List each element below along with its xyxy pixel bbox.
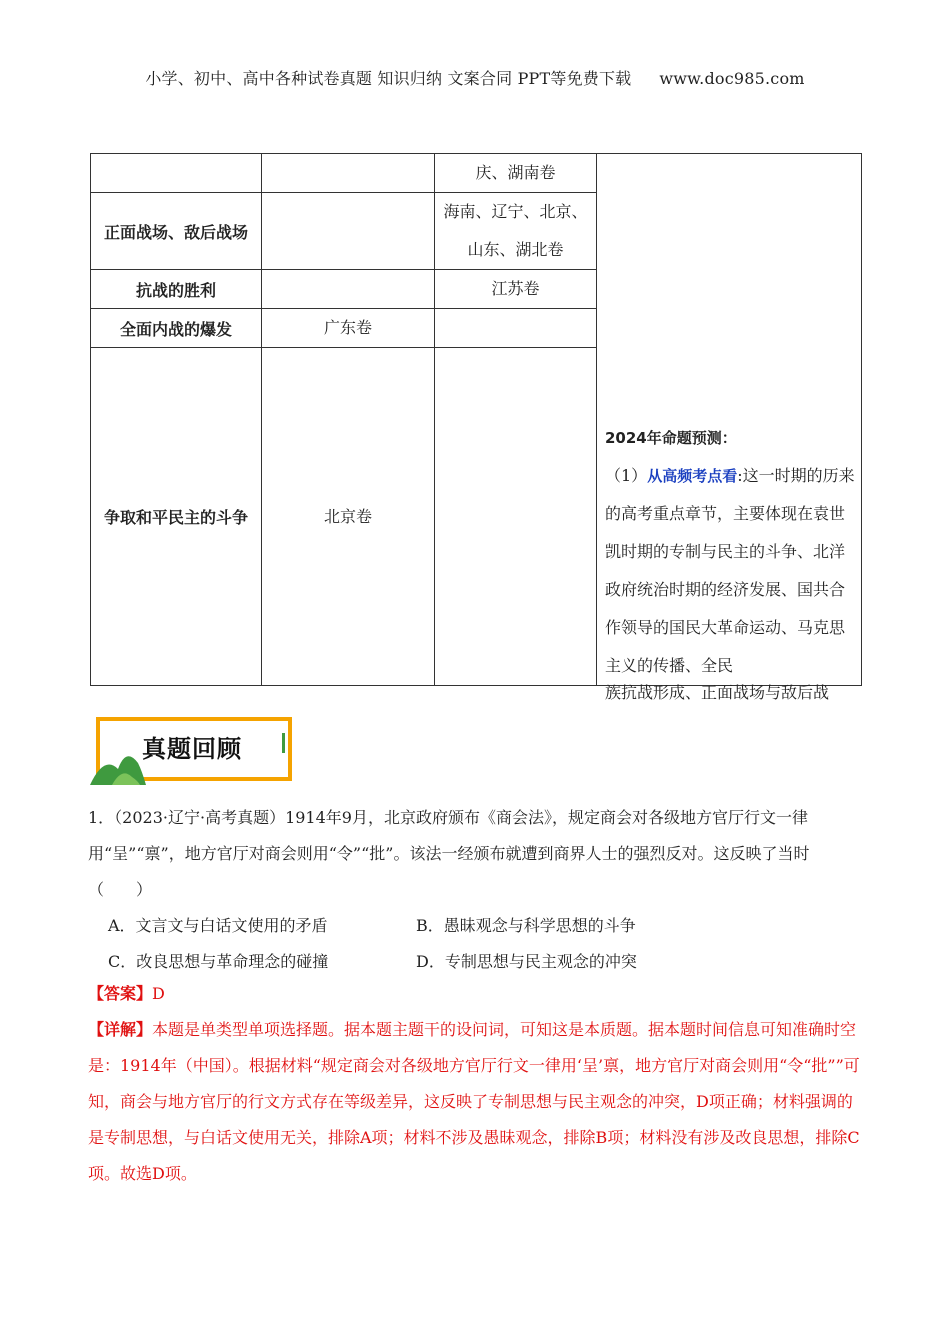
region-cell — [262, 154, 435, 193]
region-cell — [435, 348, 597, 686]
answer-block — [88, 976, 863, 1192]
section-badge — [90, 717, 296, 785]
prediction-overflow: 族抗战形成、正面战场与敌后战 — [605, 683, 830, 702]
region-cell — [262, 270, 435, 309]
prediction-cell — [597, 154, 862, 686]
header-url[interactable]: www.doc985.com — [659, 69, 805, 88]
question-stem: 1．（2023·辽宁·高考真题）1914年9月，北京政府颁布《商会法》，规定商会对各级地方官厅行文一律用“呈”“禀”，地方官厅对商会则用“令”“批”。该法一经颁布就遭到商界人士的强烈反对。这反映了当时（ ） — [88, 808, 810, 899]
option-c: C．改良思想与革命理念的碰撞 — [108, 952, 329, 971]
header-text: 小学、初中、高中各种试卷真题 知识归纳 文案合同 PPT等免费下载 — [145, 69, 632, 88]
prediction-highlight: 从高频考点看 — [647, 467, 738, 485]
prediction-text — [605, 457, 855, 685]
region-cell — [262, 193, 435, 270]
answer-label: 【答案】 — [88, 984, 153, 1003]
exam-topic-table — [90, 153, 862, 686]
topic-cell: 争取和平民主的斗争 — [91, 348, 262, 686]
topic-cell — [91, 154, 262, 193]
options-grid — [88, 908, 863, 980]
option-a: A．文言文与白话文使用的矛盾 — [108, 916, 328, 935]
answer-line — [88, 976, 863, 1012]
page-header — [0, 66, 950, 89]
option-d: D．专制思想与民主观念的冲突 — [416, 952, 637, 971]
region-cell — [435, 309, 597, 348]
answer-value: D — [152, 984, 165, 1003]
prediction-prefix: （1） — [605, 466, 648, 485]
region-cell: 北京卷 — [262, 348, 435, 686]
prediction-body: :这一时期的历来的高考重点章节，主要体现在袁世凯时期的专制与民主的斗争、北洋政府统治时期的经济发展、国共合作领导的国民大革命运动、马克思主义的传播、全民 — [605, 466, 855, 675]
topic-cell: 抗战的胜利 — [91, 270, 262, 309]
region-cell: 江苏卷 — [435, 270, 597, 309]
region-cell: 海南、辽宁、北京、山东、湖北卷 — [435, 193, 597, 270]
prediction-title: 2024年命题预测： — [605, 429, 737, 447]
topic-cell: 全面内战的爆发 — [91, 309, 262, 348]
detail-text: 本题是单类型单项选择题。据本题主题干的设问词，可知这是本质题。据本题时间信息可知准确时空是：1914年（中国）。根据材料“规定商会对各级地方官厅行文一律用‘呈’禀，地方官厅对商会则用“令“批””可知，商会与地方官厅的行文方式存在等级差异，这反映了专制思想与民主观念的冲突，D项正确；材料强调的是专制思想，与白话文使用无关，排除A项；材料不涉及愚昧观念，排除B项；材料没有涉及改良思想，排除C项。故选D项。 — [88, 1020, 860, 1183]
region-cell: 广东卷 — [262, 309, 435, 348]
detail-label: 【详解】 — [88, 1020, 153, 1039]
question-block — [88, 800, 863, 980]
table-row — [91, 154, 862, 193]
detail-line — [88, 1012, 863, 1192]
topic-cell: 正面战场、敌后战场 — [91, 193, 262, 270]
region-cell: 庆、湖南卷 — [435, 154, 597, 193]
badge-title: 真题回顾 — [142, 735, 242, 763]
option-b: B．愚昧观念与科学思想的斗争 — [416, 916, 636, 935]
